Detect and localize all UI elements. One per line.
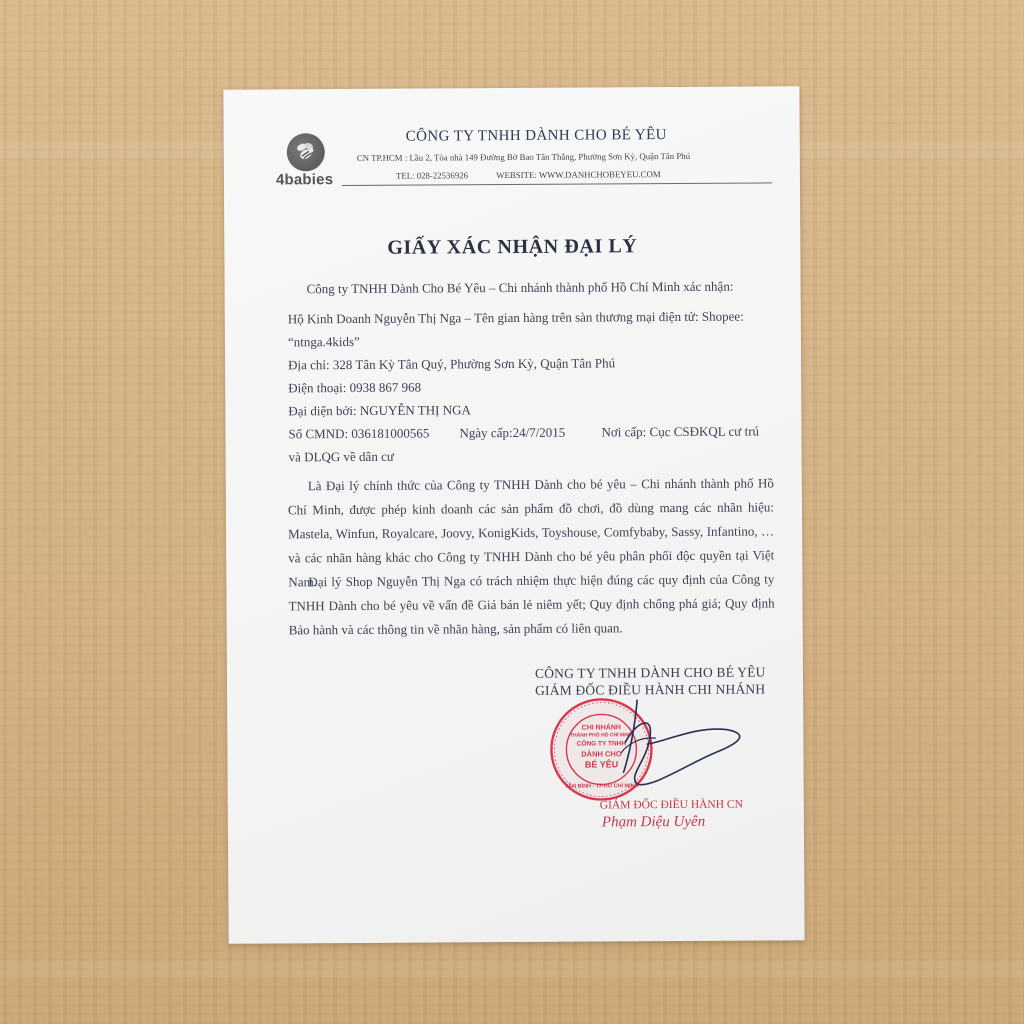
issue-place: Nơi cấp: Cục CSĐKQL cư trú xyxy=(601,423,760,440)
signature-icon xyxy=(577,692,758,793)
wood-grain xyxy=(0,960,1024,978)
company-logo-text: 4babies xyxy=(275,171,334,189)
stamp-line: CÔNG TY TNHH xyxy=(576,740,627,748)
stamp-ring-text: TÂN BÌNH - TP.HỒ CHÍ MINH xyxy=(564,783,639,790)
company-contact xyxy=(396,169,661,181)
company-website: WEBSITE: WWW.DANHCHOBEYEU.COM xyxy=(496,169,661,181)
shop-name: “ntnga.4kids” xyxy=(287,333,360,350)
signer-title: GIÁM ĐỐC ĐIỀU HÀNH CN xyxy=(599,798,743,812)
intro-line: Công ty TNHH Dành Cho Bé Yêu – Chi nhánh thành phố Hồ Chí Minh xác nhận: xyxy=(306,278,734,297)
document-title: GIẤY XÁC NHẬN ĐẠI LÝ xyxy=(387,235,638,259)
stamp-line: DÀNH CHO xyxy=(581,749,622,759)
certificate-paper xyxy=(223,86,804,944)
stamp-line: CHI NHÁNH xyxy=(581,724,621,732)
responsibility-paragraph: Đại lý Shop Nguyễn Thị Nga có trách nhiệm thực hiện đúng các quy định của Công ty TNHH Dành cho bé yêu về vấn đề Giá bán lẻ niêm yết; Quy định chống phá giá; Quy định Bảo hành và các thông tin về nhãn hàng, sản phẩm có liên quan. xyxy=(288,571,775,638)
company-name: CÔNG TY TNHH DÀNH CHO BÉ YÊU xyxy=(405,127,667,145)
address-line: Địa chỉ: 328 Tân Kỳ Tân Quý, Phường Sơn Kỳ, Quận Tân Phú xyxy=(288,355,616,373)
id-number: Số CMND: 036181000565 xyxy=(288,425,430,442)
phone-line: Điện thoại: 0938 867 968 xyxy=(288,379,422,396)
company-address: CN TP.HCM : Lầu 2, Tòa nhà 149 Đường Bờ Bao Tân Thắng, Phường Sơn Kỳ, Quận Tân Phú xyxy=(356,150,691,163)
stamp-line: BÉ YÊU xyxy=(584,759,619,770)
company-phone: TEL: 028-22536926 xyxy=(395,170,469,181)
business-line: Hộ Kinh Doanh Nguyễn Thị Nga – Tên gian hàng trên sàn thương mại điện tử: Shopee: xyxy=(287,308,744,327)
representative-line: Đại diện bởi: NGUYỄN THỊ NGA xyxy=(288,402,471,419)
issue-date: Ngày cấp:24/7/2015 xyxy=(459,424,566,441)
issue-place-continued: và DLQG về dân cư xyxy=(288,448,394,465)
signature-company: CÔNG TY TNHH DÀNH CHO BÉ YÊU xyxy=(534,664,766,681)
signer-name: Phạm Diệu Uyên xyxy=(601,813,706,831)
header-divider xyxy=(342,182,772,186)
agency-paragraph: Là Đại lý chính thức của Công ty TNHH Dành cho bé yêu – Chi nhánh thành phố Hồ Chí Minh, được phép kinh doanh các sản phẩm đồ chơi, đồ dùng mang các nhãn hiệu: Mastela, Winfun, Royalcare, Joovy, KonigKids, Toyshouse, Comfybaby, Sassy, Infantino, … và các nhãn hàng khác cho Công ty TNHH Dành cho bé yêu phân phối độc quyền tại Việt Nam. xyxy=(287,475,775,590)
stamp-line: THÀNH PHỐ HỒ CHÍ MINH xyxy=(569,732,633,739)
bee-icon xyxy=(287,133,325,171)
signature-position: GIÁM ĐỐC ĐIỀU HÀNH CHI NHÁNH xyxy=(535,681,766,698)
